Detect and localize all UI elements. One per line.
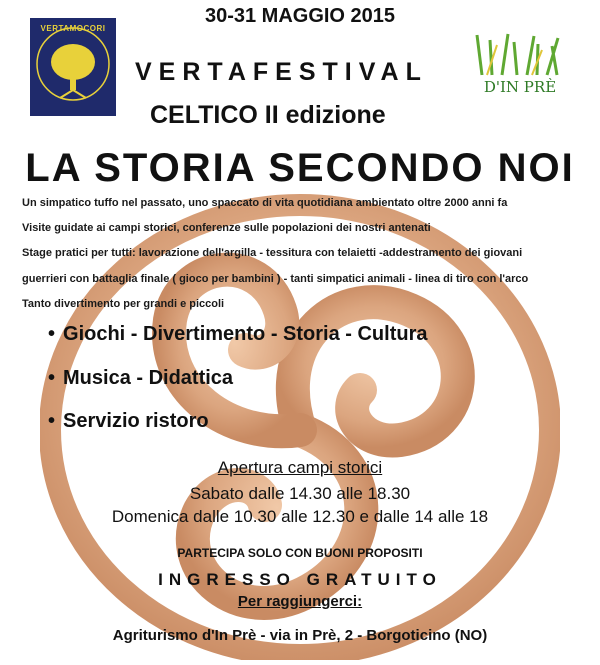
schedule-title: Apertura campi storici <box>217 458 383 477</box>
intro-line-1: Un simpatico tuffo nel passato, uno spaccato di vita quotidiana ambientato oltre 2000 anni fa <box>22 197 508 209</box>
vertamocori-logo-text: VERTAMOCORI <box>40 24 106 33</box>
festival-edition: CELTICO II edizione <box>150 101 386 129</box>
address: Agriturismo d'In Prè - via in Prè, 2 - Borgoticino (NO) <box>112 627 488 644</box>
schedule-sunday: Domenica dalle 10.30 alle 12.30 e dalle 14 alle 18 <box>111 507 489 526</box>
intro-line-5: Tanto divertimento per grandi e piccoli <box>22 298 225 310</box>
ingresso-gratuito: INGRESSO GRATUITO <box>158 570 442 589</box>
din-pre-logo-text: D'IN PRÈ <box>483 78 557 96</box>
schedule-saturday: Sabato dalle 14.30 alle 18.30 <box>189 484 411 503</box>
directions-heading: Per raggiungerci: <box>237 593 363 610</box>
bullet-item <box>48 410 209 433</box>
bullet-dot-icon: • <box>48 367 56 389</box>
headline: LA STORIA SECONDO NOI <box>25 146 575 190</box>
din-pre-logo <box>472 30 568 100</box>
intro-line-2: Visite guidate ai campi storici, conferenze sulle popolazioni dei nostri antenati <box>22 222 431 234</box>
event-date: 30-31 MAGGIO 2015 <box>204 5 396 27</box>
bullet-text: Musica - Didattica <box>63 367 234 389</box>
bullet-item <box>48 323 428 346</box>
bullet-text: Servizio ristoro <box>63 410 209 432</box>
partecipa-text: PARTECIPA SOLO CON BUONI PROPOSITI <box>177 546 423 560</box>
festival-title: VERTAFESTIVAL <box>135 58 428 86</box>
vertamocori-logo <box>30 18 116 116</box>
intro-line-3: Stage pratici per tutti: lavorazione dell'argilla - tessitura con telaietti -addestramento dei giovani <box>22 247 523 259</box>
bullet-text: Giochi - Divertimento - Storia - Cultura <box>63 323 428 345</box>
intro-line-4: guerrieri con battaglia finale ( gioco per bambini ) - tanti simpatici animali - linea di tiro con l'arco <box>22 273 529 285</box>
bullet-item <box>48 367 233 390</box>
bullet-dot-icon: • <box>48 410 56 432</box>
bullet-dot-icon: • <box>48 323 56 345</box>
